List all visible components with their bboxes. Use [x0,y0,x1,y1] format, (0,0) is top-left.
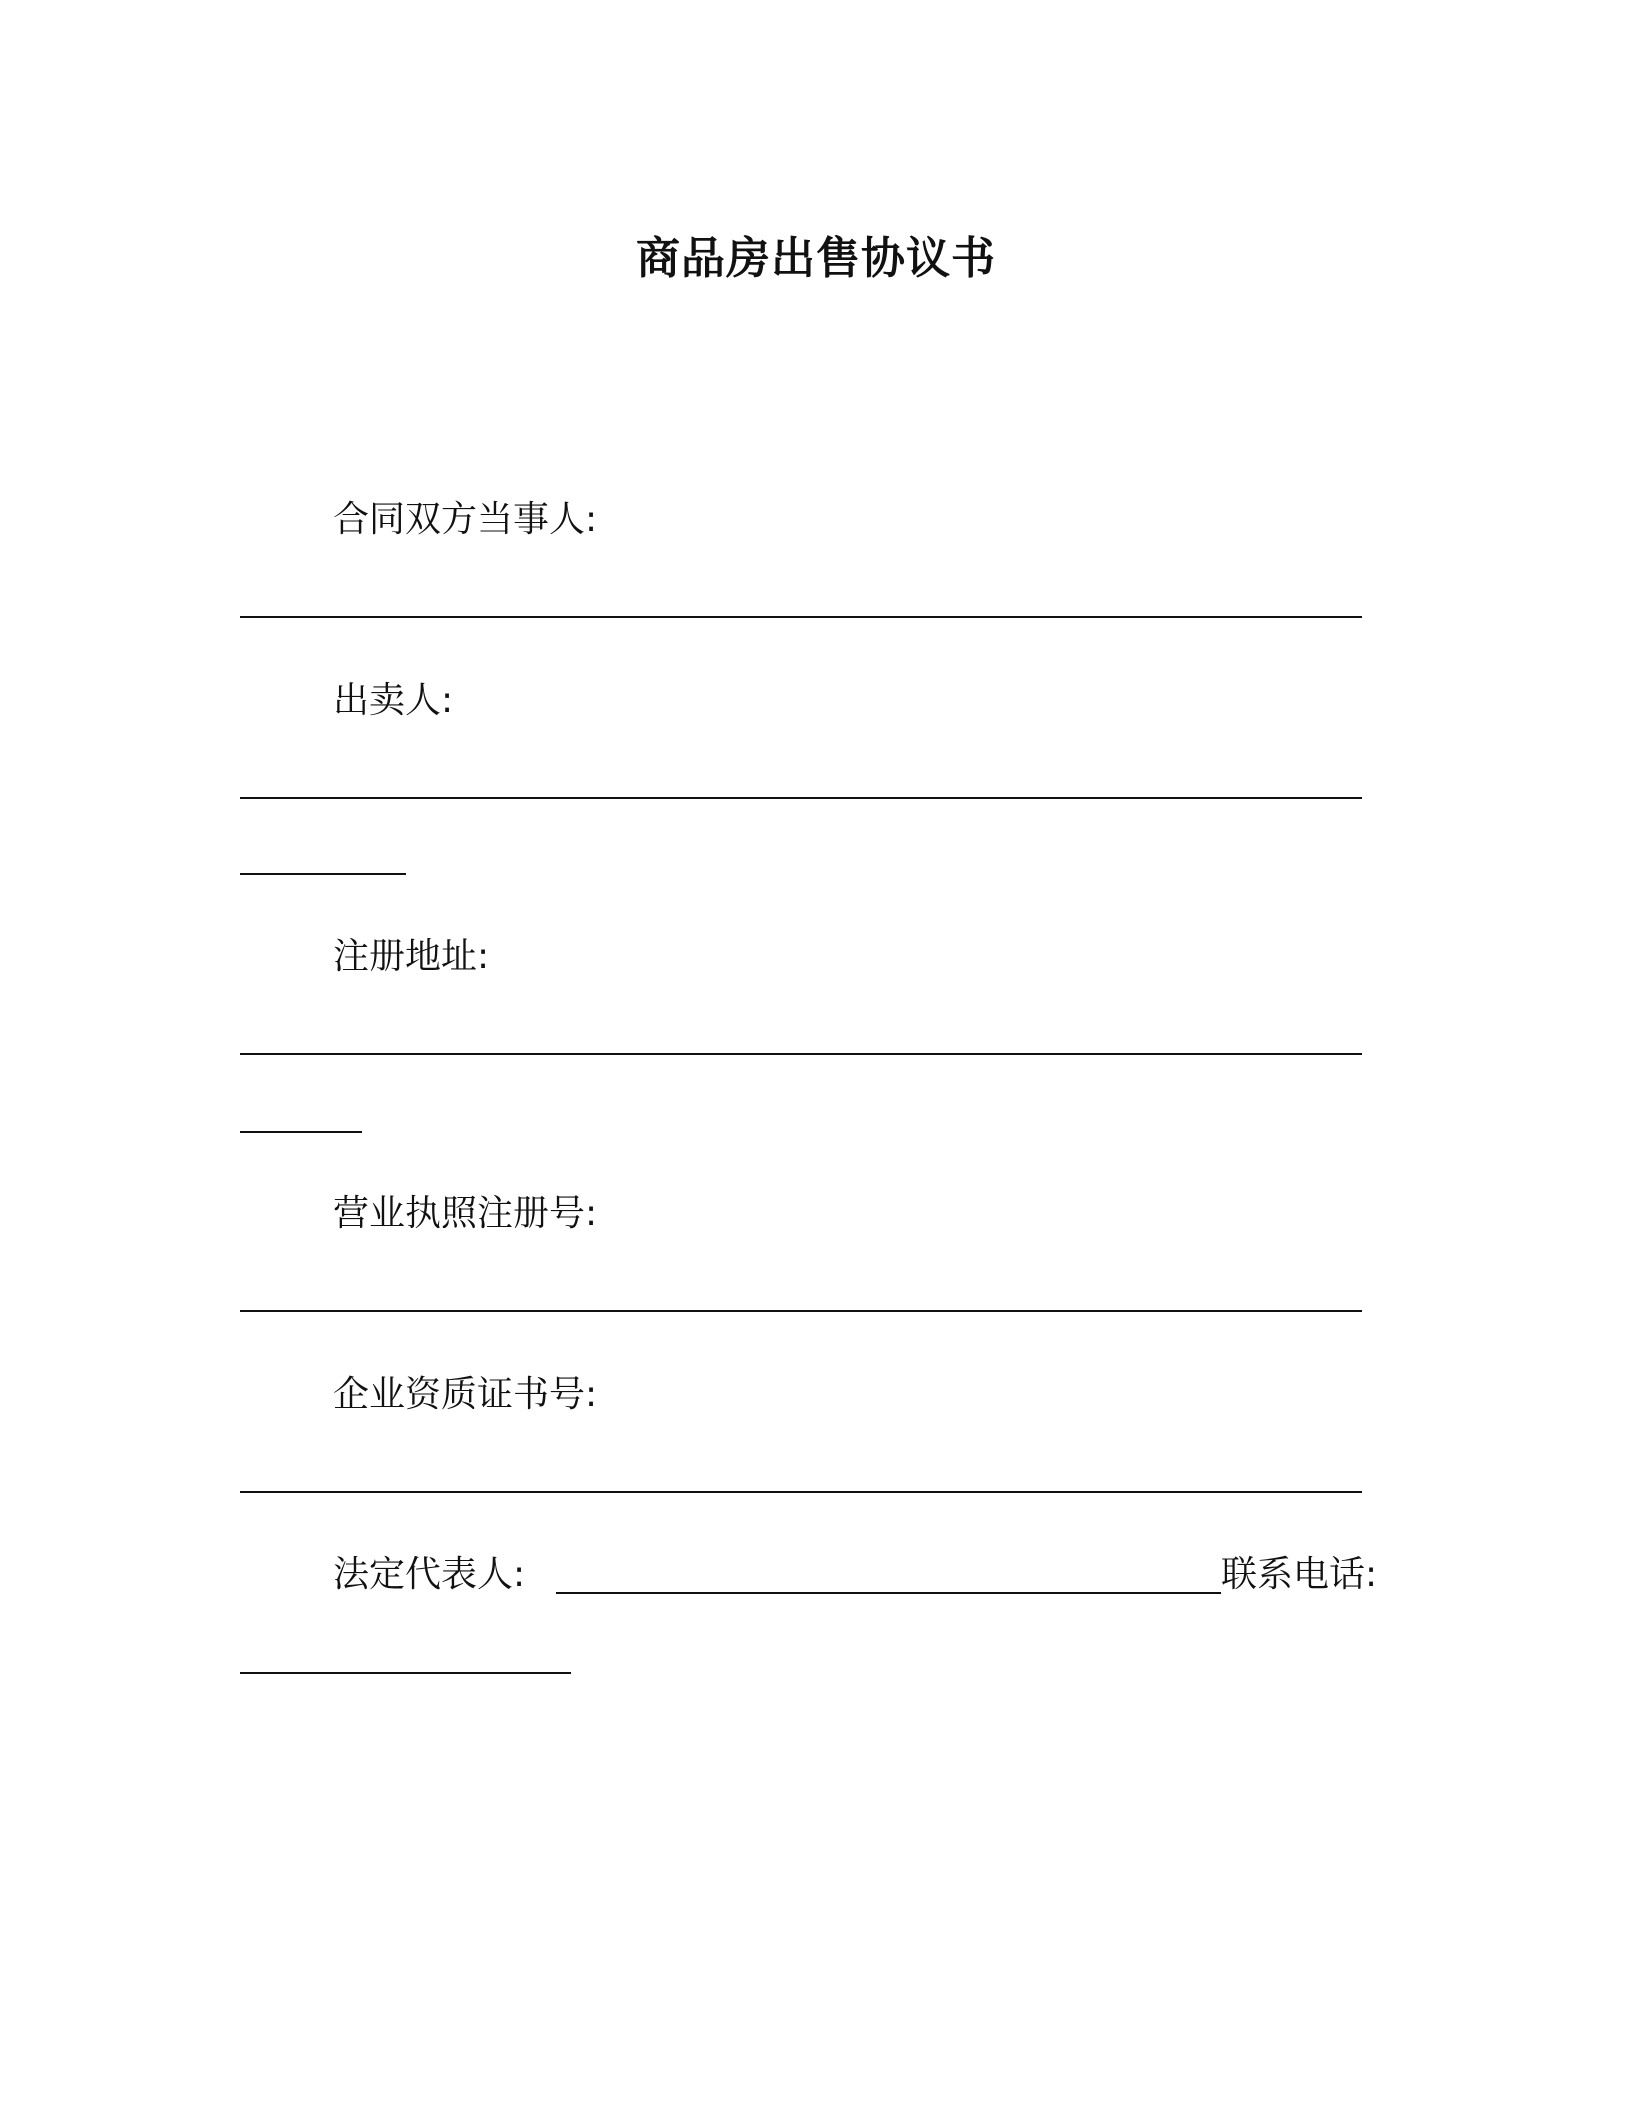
seller-blank-line[interactable] [240,797,1362,799]
seller-label: 出卖人: [333,680,454,721]
legal-rep-blank-line[interactable] [556,1592,1221,1594]
qualification-blank-line[interactable] [240,1491,1362,1493]
license-blank-line[interactable] [240,1310,1362,1312]
legal-rep-label: 法定代表人: [333,1554,526,1595]
document-title: 商品房出售协议书 [636,233,996,284]
phone-blank-line[interactable] [240,1672,571,1674]
license-label: 营业执照注册号: [333,1193,598,1234]
qualification-label: 企业资质证书号: [333,1374,598,1415]
seller-blank-line-continued[interactable] [240,873,406,875]
address-blank-line[interactable] [240,1053,1362,1055]
address-blank-line-continued[interactable] [240,1131,362,1133]
address-label: 注册地址: [333,936,490,977]
parties-label: 合同双方当事人: [333,499,598,540]
phone-label: 联系电话: [1221,1554,1378,1595]
parties-blank-line[interactable] [240,616,1362,618]
